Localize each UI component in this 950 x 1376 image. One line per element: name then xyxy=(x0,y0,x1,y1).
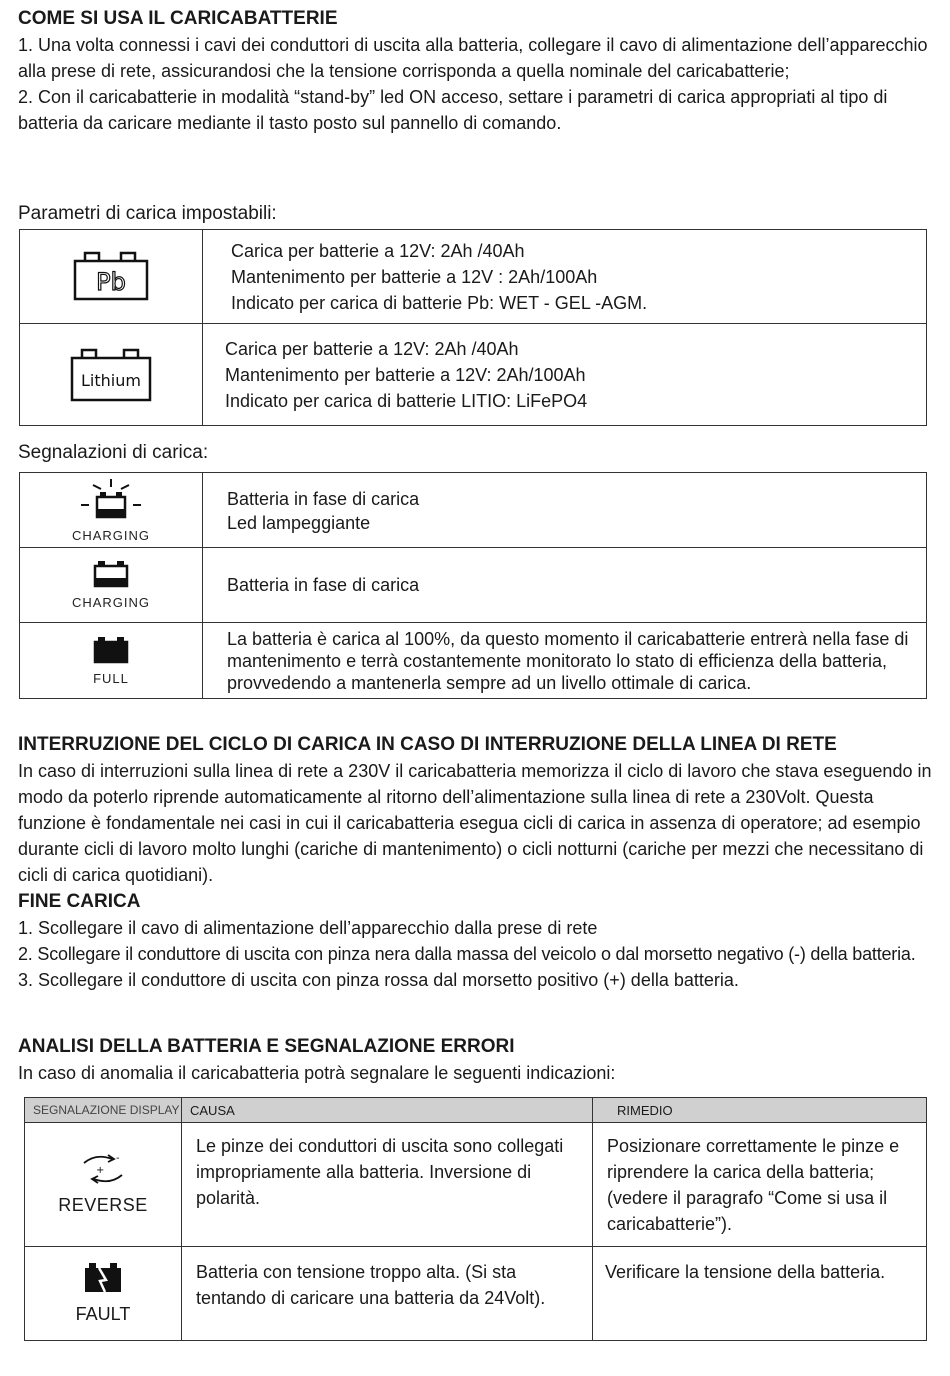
params-row-pb xyxy=(20,230,927,324)
interruption-line: cicli di carica quotidiani). xyxy=(18,865,214,885)
params-section xyxy=(18,203,933,225)
param-line: Mantenimento per batterie a 12V: 2Ah/100Ah xyxy=(225,364,586,385)
header-display: SEGNALAZIONE DISPLAY xyxy=(25,1098,182,1123)
analysis-title: ANALISI DELLA BATTERIA E SEGNALAZIONE ERRORI xyxy=(18,1036,515,1057)
usage-line: 2. Con il caricabatterie in modalità “stand-by” led ON acceso, settare i parametri di carica appropriati al tipo di xyxy=(18,87,888,107)
end-step: 3. Scollegare il conduttore di uscita con pinza rossa dal morsetto positivo (+) della batteria. xyxy=(18,970,739,990)
param-line: Carica per batterie a 12V: 2Ah /40Ah xyxy=(231,240,525,261)
signal-caption: CHARGING xyxy=(71,595,151,610)
lithium-battery-icon xyxy=(66,342,156,402)
usage-line: 1. Una volta connessi i cavi dei conduttori di uscita alla batteria, collegare il cavo di alimentazione dell’apparecchio xyxy=(18,35,928,55)
param-line: Indicato per carica di batterie LITIO: LiFePO4 xyxy=(225,390,588,411)
usage-section xyxy=(18,8,933,136)
remedy-line: caricabatterie”). xyxy=(607,1214,733,1234)
pb-icon-label: Pb xyxy=(96,268,126,296)
signal-caption: CHARGING xyxy=(71,528,151,543)
signal-line: La batteria è carica al 100%, da questo momento il caricabatterie entrerà nella fase di xyxy=(227,628,909,649)
error-row xyxy=(25,1123,927,1247)
header-remedy: RIMEDIO xyxy=(593,1098,927,1123)
interruption-line: modo da poterlo riprende automaticamente al ritorno dell’alimentazione sulla linea di rete a 230Volt. Questa xyxy=(18,787,874,807)
battery-full-icon xyxy=(91,636,131,664)
signals-section xyxy=(18,442,933,464)
error-label: REVERSE xyxy=(58,1195,148,1215)
signal-row xyxy=(20,623,927,699)
signal-line: Led lampeggiante xyxy=(227,513,371,533)
cause-line: tentando di caricare una batteria da 24Volt). xyxy=(196,1288,546,1308)
remedy-line: Posizionare correttamente le pinze e xyxy=(607,1136,900,1156)
param-line: Mantenimento per batterie a 12V : 2Ah/100Ah xyxy=(231,266,598,287)
cause-line: Batteria con tensione troppo alta. (Si sta xyxy=(196,1262,517,1282)
params-row-lithium xyxy=(20,324,927,426)
params-title: Parametri di carica impostabili: xyxy=(18,203,277,224)
signal-line: provvedendo a mantenerla sempre ad un livello ottimale di carica. xyxy=(227,672,752,693)
error-row xyxy=(25,1247,927,1341)
svg-text:-: - xyxy=(116,1153,120,1164)
end-step: 2. Scollegare il conduttore di uscita con pinza nera dalla massa del veicolo o dal morsetto negativo (-) della batteria. xyxy=(18,944,916,964)
analysis-section xyxy=(18,1036,933,1086)
usage-line: batteria da caricare mediante il tasto posto sul pannello di comando. xyxy=(18,113,562,133)
end-step: 1. Scollegare il cavo di alimentazione dell’apparecchio dalla prese di rete xyxy=(18,918,598,938)
end-title: FINE CARICA xyxy=(18,891,141,912)
interruption-line: In caso di interruzioni sulla linea di rete a 230V il caricabatteria memorizza il ciclo di lavoro che stava eseguendo in xyxy=(18,761,932,781)
cause-line: impropriamente alla batteria. Inversione di xyxy=(196,1162,532,1182)
cause-line: polarità. xyxy=(196,1188,261,1208)
signal-row xyxy=(20,548,927,623)
header-cause: CAUSA xyxy=(182,1098,593,1123)
signals-title: Segnalazioni di carica: xyxy=(18,442,209,463)
signal-line: Batteria in fase di carica xyxy=(227,575,420,595)
param-line: Indicato per carica di batterie Pb: WET - GEL -AGM. xyxy=(231,292,648,313)
battery-charging-icon xyxy=(91,560,131,588)
remedy-line: riprendere la carica della batteria; xyxy=(607,1162,875,1182)
lithium-icon-label: Lithium xyxy=(81,371,141,390)
interruption-line: funzione è fondamentale nei casi in cui il caricabatteria esegua cicli di carica in assenza di operatore; ad esempio xyxy=(18,813,921,833)
params-table xyxy=(19,229,927,426)
pb-battery-icon xyxy=(71,247,151,301)
analysis-intro: In caso di anomalia il caricabatteria potrà segnalare le seguenti indicazioni: xyxy=(18,1063,616,1083)
signal-line: Batteria in fase di carica xyxy=(227,489,420,509)
signal-caption: FULL xyxy=(93,670,129,686)
usage-title: COME SI USA IL CARICABATTERIE xyxy=(18,8,338,29)
signal-line: mantenimento e terrà costantemente monitorato lo stato di efficienza della batteria, xyxy=(227,650,888,671)
errors-table xyxy=(24,1097,927,1341)
remedy-line: Verificare la tensione della batteria. xyxy=(605,1262,886,1282)
svg-text:+: + xyxy=(96,1165,105,1176)
interruption-section xyxy=(18,734,933,993)
fault-battery-icon xyxy=(81,1260,125,1294)
remedy-line: (vedere il paragrafo “Come si usa il xyxy=(607,1188,888,1208)
battery-blinking-icon xyxy=(71,477,151,521)
interruption-line: durante cicli di lavoro molto lunghi (cariche di mantenimento) o cicli notturni (cariche per mezzi che necessitano di xyxy=(18,839,924,859)
errors-header-row xyxy=(25,1098,927,1123)
reverse-polarity-icon xyxy=(76,1151,130,1185)
error-label: FAULT xyxy=(75,1304,131,1324)
cause-line: Le pinze dei conduttori di uscita sono collegati xyxy=(196,1136,564,1156)
signals-table xyxy=(19,472,927,699)
usage-line: alla prese di rete, assicurandosi che la tensione corrisponda a quella nominale del caricabatterie; xyxy=(18,61,790,81)
signal-row xyxy=(20,473,927,548)
interruption-title: INTERRUZIONE DEL CICLO DI CARICA IN CASO DI INTERRUZIONE DELLA LINEA DI RETE xyxy=(18,734,837,755)
param-line: Carica per batterie a 12V: 2Ah /40Ah xyxy=(225,338,519,359)
